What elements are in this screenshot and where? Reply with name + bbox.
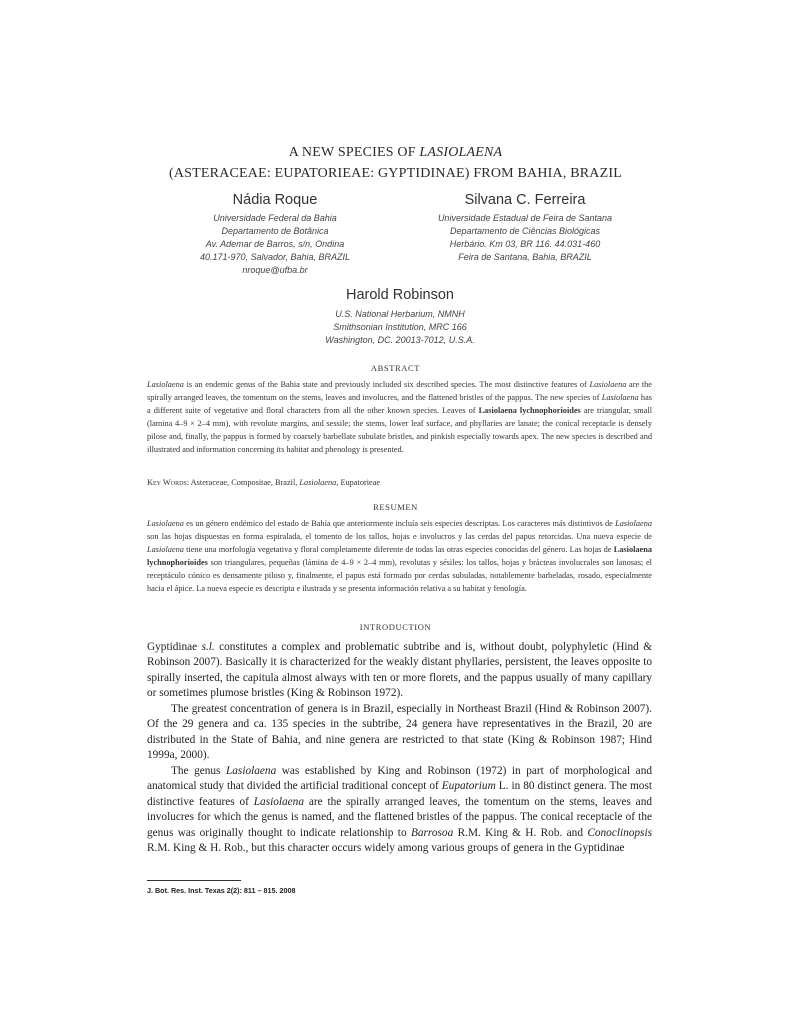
affiliation-roque: Universidade Federal da Bahia Departamento de Botânica Av. Ademar de Barros, s/n, Ondina 40.171-970, Salvador, Bahia, BRAZIL nroque@ufba.br <box>150 212 400 277</box>
author-name-ferreira: Silvana C. Ferreira <box>464 192 586 208</box>
introduction-paragraph-3: The genus Lasiolaena was established by King and Robinson (1972) in part of morphological and anatomical study that divided the artificial traditional concept of Eupatorium L. in 80 distinct genera. The most distinctive features of Lasiolaena are the spirally arranged leaves, the tomentum on the stems, leaves and involucres for which the genus is named, and the flattened bristles of the pappus. The conical receptacle of the genus was originally thought to indicate relationship to Barrosoa R.M. King & H. Rob. and Conoclinopsis R.M. King & H. Rob., but this character occurs widely among various groups of genera in the Gyptidinae <box>147 765 652 855</box>
author-email: nroque@ufba.br <box>242 265 308 275</box>
paper-title-line-1: A NEW SPECIES OF LASIOLAENA <box>288 145 503 160</box>
journal-citation: J. Bot. Res. Inst. Texas 2(2): 811 – 815. 2008 <box>147 886 296 895</box>
abstract-heading: ABSTRACT <box>370 363 421 373</box>
author-name-robinson: Harold Robinson <box>345 287 454 303</box>
author-name-roque: Nádia Roque <box>232 192 318 208</box>
paper-title-line-2: (ASTERACEAE: EUPATORIEAE: GYPTIDINAE) FROM BAHIA, BRAZIL <box>169 166 622 181</box>
introduction-paragraph-2: The greatest concentration of genera is in Brazil, especially in Northeast Brazil (Hind & Robinson 2007). Of the 29 genera and ca. 135 species in the subtribe, 24 genera have representatives in the Brazil, 20 are distributed in the State of Bahia, and nine genera are restricted to that state (King & Robinson 1987; Hind 1999a, 2000). <box>147 703 652 762</box>
affiliation-ferreira: Universidade Estadual de Feira de Santana Departamento de Ciências Biológicas Herbário. Km 03, BR 116. 44.031-460 Feira de Santana, Bahia, BRAZIL <box>437 213 613 262</box>
keywords: Key Words: Asteraceae, Compositae, Brazil, Lasiolaena, Eupatorieae <box>147 478 381 487</box>
abstract-text: Lasiolaena is an endemic genus of the Bahia state and previously included six described species. The most distinctive features of Lasiolaena are the spirally arranged leaves, the tomentum on the stems, leaves and involucres, and the flattened bristles of the pappus. The new species of Lasiolaena has a different suite of vegetative and floral characters from all the other known species. Leaves of Lasiolaena lychnophorioides are triangular, small (lamina 4–9 × 2–4 mm), with revolute margins, and sessile; the stems, lower leaf surface, and phyllaries are lanate; the conical receptacle is densely pilose and, finally, the pappus is formed by coarsely barbellate subulate bristles, and pinkish especially towards apex. The new species is described and illustrated and information concerning its habitat and phenology is presented. <box>147 380 652 455</box>
affiliation-robinson: U.S. National Herbarium, NMNH Smithsonian Institution, MRC 166 Washington, DC. 20013-7012, U.S.A. <box>325 309 475 345</box>
resumen-heading: RESUMEN <box>373 502 418 512</box>
introduction-paragraph-1: Gyptidinae s.l. constitutes a complex and problematic subtribe and is, without doubt, polyphyletic (Hind & Robinson 2007). Basically it is characterized for the weakly distant phyllaries, persistent, the leaves opposite to spirally inserted, the capitula almost always with ten or more florets, and the pappus usually of many capillary or sometimes plumose bristles (King & Robinson 1972). <box>147 641 652 700</box>
introduction-heading: INTRODUCTION <box>359 622 432 632</box>
footer-rule <box>147 880 241 881</box>
resumen-text: Lasiolaena es un género endémico del estado de Bahía que anteriormente incluía seis especies descriptas. Los caracteres más distintivos de Lasiolaena son las hojas dispuestas en forma espiralada, el tomento de los tallos, hojas e involucros y las cerdas del papus retorcidas. Una nueva especie de Lasiolaena tiene una morfología vegetativa y floral completamente diferente de todas las otras especies conocidas del género. Las hojas de Lasiolaena lychnophorioides son triangulares, pequeñas (lámina de 4–9 × 2–4 mm), revolutas y sésiles: los tallos, hojas y brácteas involucrales son lanosas; el receptáculo cónico es densamente piloso y, finalmente, el papus está formado por cerdas subuladas, notablemente barbeladas, rosado, especialmente hacia el ápice. La nueva especie es descripta e ilustrada y se presenta información relativa a su habitat y fenología. <box>147 519 652 594</box>
